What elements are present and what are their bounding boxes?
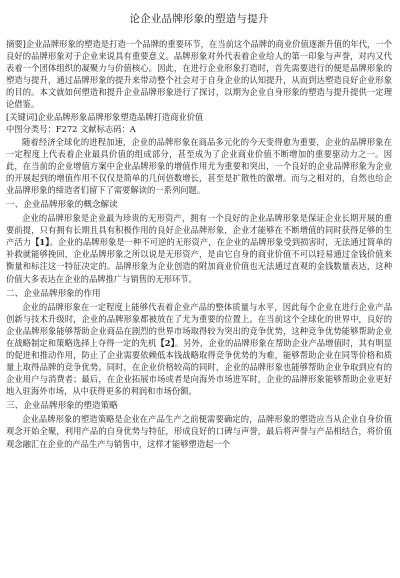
section-3-text-a: 企业品牌形象的塑造策略是企业在产品生产之前便需要确定的，品牌形象的塑造应当从企业自身价值观念开始全聚，利用产品的自身优势与特征，形成良好的口碑与声誉，最后将声誉与产品相结合，将价值观念融汇在企业的产品生产与销售中，这样才能够塑造起一个	[6, 414, 392, 449]
section-3-paragraph	[6, 413, 392, 449]
keywords: [关键词]企业品牌形象品牌形象塑造品牌打造商业价值	[6, 111, 204, 122]
section-heading-2: 二、企业品牌形象的作用	[6, 288, 101, 299]
section-1-text-a: 企业的品牌形象是企业最为珍贵的无形资产，拥有一个良好的企业品牌形象是保证企业长期开展的重要前提，只有拥有长期且具有积极作用的良好企业品牌形象，企业才能够在不断增值的同时获得足够的生产活力	[6, 213, 392, 248]
citation-ref-2: 【2】	[156, 337, 175, 348]
page-title: 论企业品牌形象的塑造与提升	[129, 13, 269, 25]
section-2-paragraph	[6, 301, 392, 398]
section-heading-3: 三、企业品牌形象的塑造策略	[6, 401, 118, 412]
citation-ref-1: 【1】	[31, 237, 50, 248]
section-heading-1: 一、企业品牌形象的概念解读	[6, 200, 118, 211]
section-1-text-b: 。企业的品牌形象是一种不可逆的无形资产，在企业的品牌形象受到损害时，无法通过简单的补救就能够挽回，企业品牌形象之所以说是无形资产，是由它自身的商业价值不可以轻易通过金钱价值来衡量和标注这一特征决定的。品牌形象为企业创造的附加商业价值也无法通过直观的金钱数量表达，这种价值大多表达在企业的品牌推广与销售的无形环节。	[6, 237, 392, 284]
section-2-text-a: 企业的品牌形象在一定程度上能够代表着企业产品的整体质量与水平，因此每个企业在进行企业产品创新与技术升级时，企业的品牌形象都被放在了尤为重要的位置上。在当前这个全球化的世界中，良好的企业品牌形象能够帮助企业商品在剧烈的世界市场取得较为突出的竞争优势，这种竞争优势能够帮助企业在战略制定和策略选择上夺得一定的先机	[6, 301, 392, 348]
abstract: 摘要]企业品牌形象的塑造是打造一个品牌的重要环节，在当前这个品牌的商业价值逐渐升值的年代，一个良好的品牌形象对于企业来说具有重要意义。品牌形象对外代表着企业给人的第一印象与声誉，对内又代表着一个团体组织的凝聚力与价值核心。因此，在进行企业形象打造时，首先需要进行的便是品牌形象的塑造与提升，通过品牌形象的提升来带动整个社会对于自身企业的认知提升，从而到达塑造良好企业形象的目的。本文就如何塑造和提升企业品牌形象进行了探讨，以期为企业自身形象的塑造与提升提供一定理论借鉴。	[6, 39, 392, 110]
intro-paragraph: 随着经济全球化的进程加速，企业的品牌形象在商品多元化的今天变得愈为重要，企业的品牌形象在一定程度上代表着企业最具价值的组成部分，甚至成为了企业商业价值不断增加的重要驱动力之一。因此，在当前的企业增值方案中企业品牌形象的增值作用尤为重要和突出，一个良好的企业品牌形象为企业的开展起到的增值作用不仅仅是简单的几何倍数增长，甚至是扩散性的激增。而与之相对的，自然也给企业品牌形象的缔造者们留下了需要解读的一系列问题。	[6, 136, 392, 195]
classification: 中图分类号：F272 文献标志码：A	[6, 124, 136, 135]
section-2-text-b: 。另外，企业的品牌形象在帮助企业产品增值时，其有明显的促进和推动作用，防止了企业需要依赖低本钱战略取得竞争优势的为难，能够帮助企业在同等价格和质量上取得品牌的竞争优势。同时，在企业价格较高的同时，企业的品牌形象也能够帮助企业争取到应有的企业用户与消费者；最后，在企业拓展市场或者是向海外市场进军时，企业的品牌形象能够帮助企业更好地入驻海外市场，从中获得更多的利润和市场份额。	[6, 337, 392, 397]
section-1-paragraph	[6, 212, 392, 285]
